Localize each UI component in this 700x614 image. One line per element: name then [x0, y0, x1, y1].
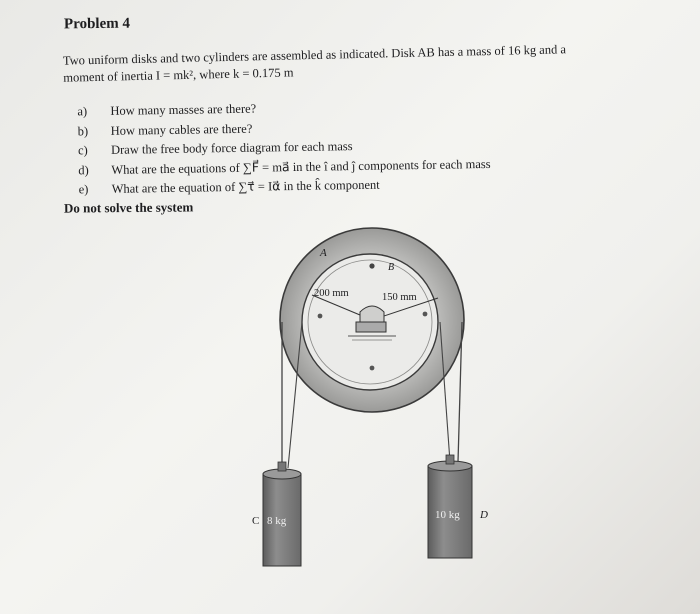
statement-line-2: moment of inertia I = mk², where k = 0.175 m [63, 65, 294, 85]
support-bearing [360, 306, 384, 322]
label-c: C [252, 515, 260, 527]
support-base [356, 322, 386, 332]
statement-line-1: Two uniform disks and two cylinders are assembled as indicated. Disk AB has a mass of 16 kg and a [62, 42, 567, 68]
question-text: What are the equations of ∑F⃗ = ma⃗ in the î and ĵ components for each mass [111, 156, 491, 177]
question-text: Draw the free body force diagram for each mass [110, 139, 353, 157]
label-a: A [320, 247, 327, 259]
question-text: What are the equation of ∑τ⃗ = Iα⃗ in the k̂ component [111, 177, 380, 196]
question-text: How many cables are there? [110, 121, 253, 138]
inner-radius-label: 200 mm [314, 288, 349, 299]
question-label: b) [77, 123, 89, 138]
question-label: d) [78, 162, 89, 177]
point-b-dot [369, 263, 374, 268]
instruction-note: Do not solve the system [63, 199, 194, 216]
label-d: D [480, 509, 488, 521]
outer-radius-label: 150 mm [382, 292, 417, 303]
question-label: e) [78, 182, 89, 197]
mass-d-label: 10 kg [435, 509, 460, 521]
bolt-dot-bottom [370, 366, 375, 371]
problem-title: Problem 4 [63, 15, 131, 33]
mass-d-hook [446, 455, 454, 464]
bolt-dot-right [423, 312, 428, 317]
mass-c-label: 8 kg [267, 515, 287, 527]
question-label: c) [77, 143, 88, 158]
label-b: B [388, 262, 395, 273]
question-text: How many masses are there? [110, 101, 257, 118]
mass-c-hook [278, 462, 286, 471]
question-label: a) [77, 104, 88, 119]
bolt-dot-left [318, 314, 323, 319]
